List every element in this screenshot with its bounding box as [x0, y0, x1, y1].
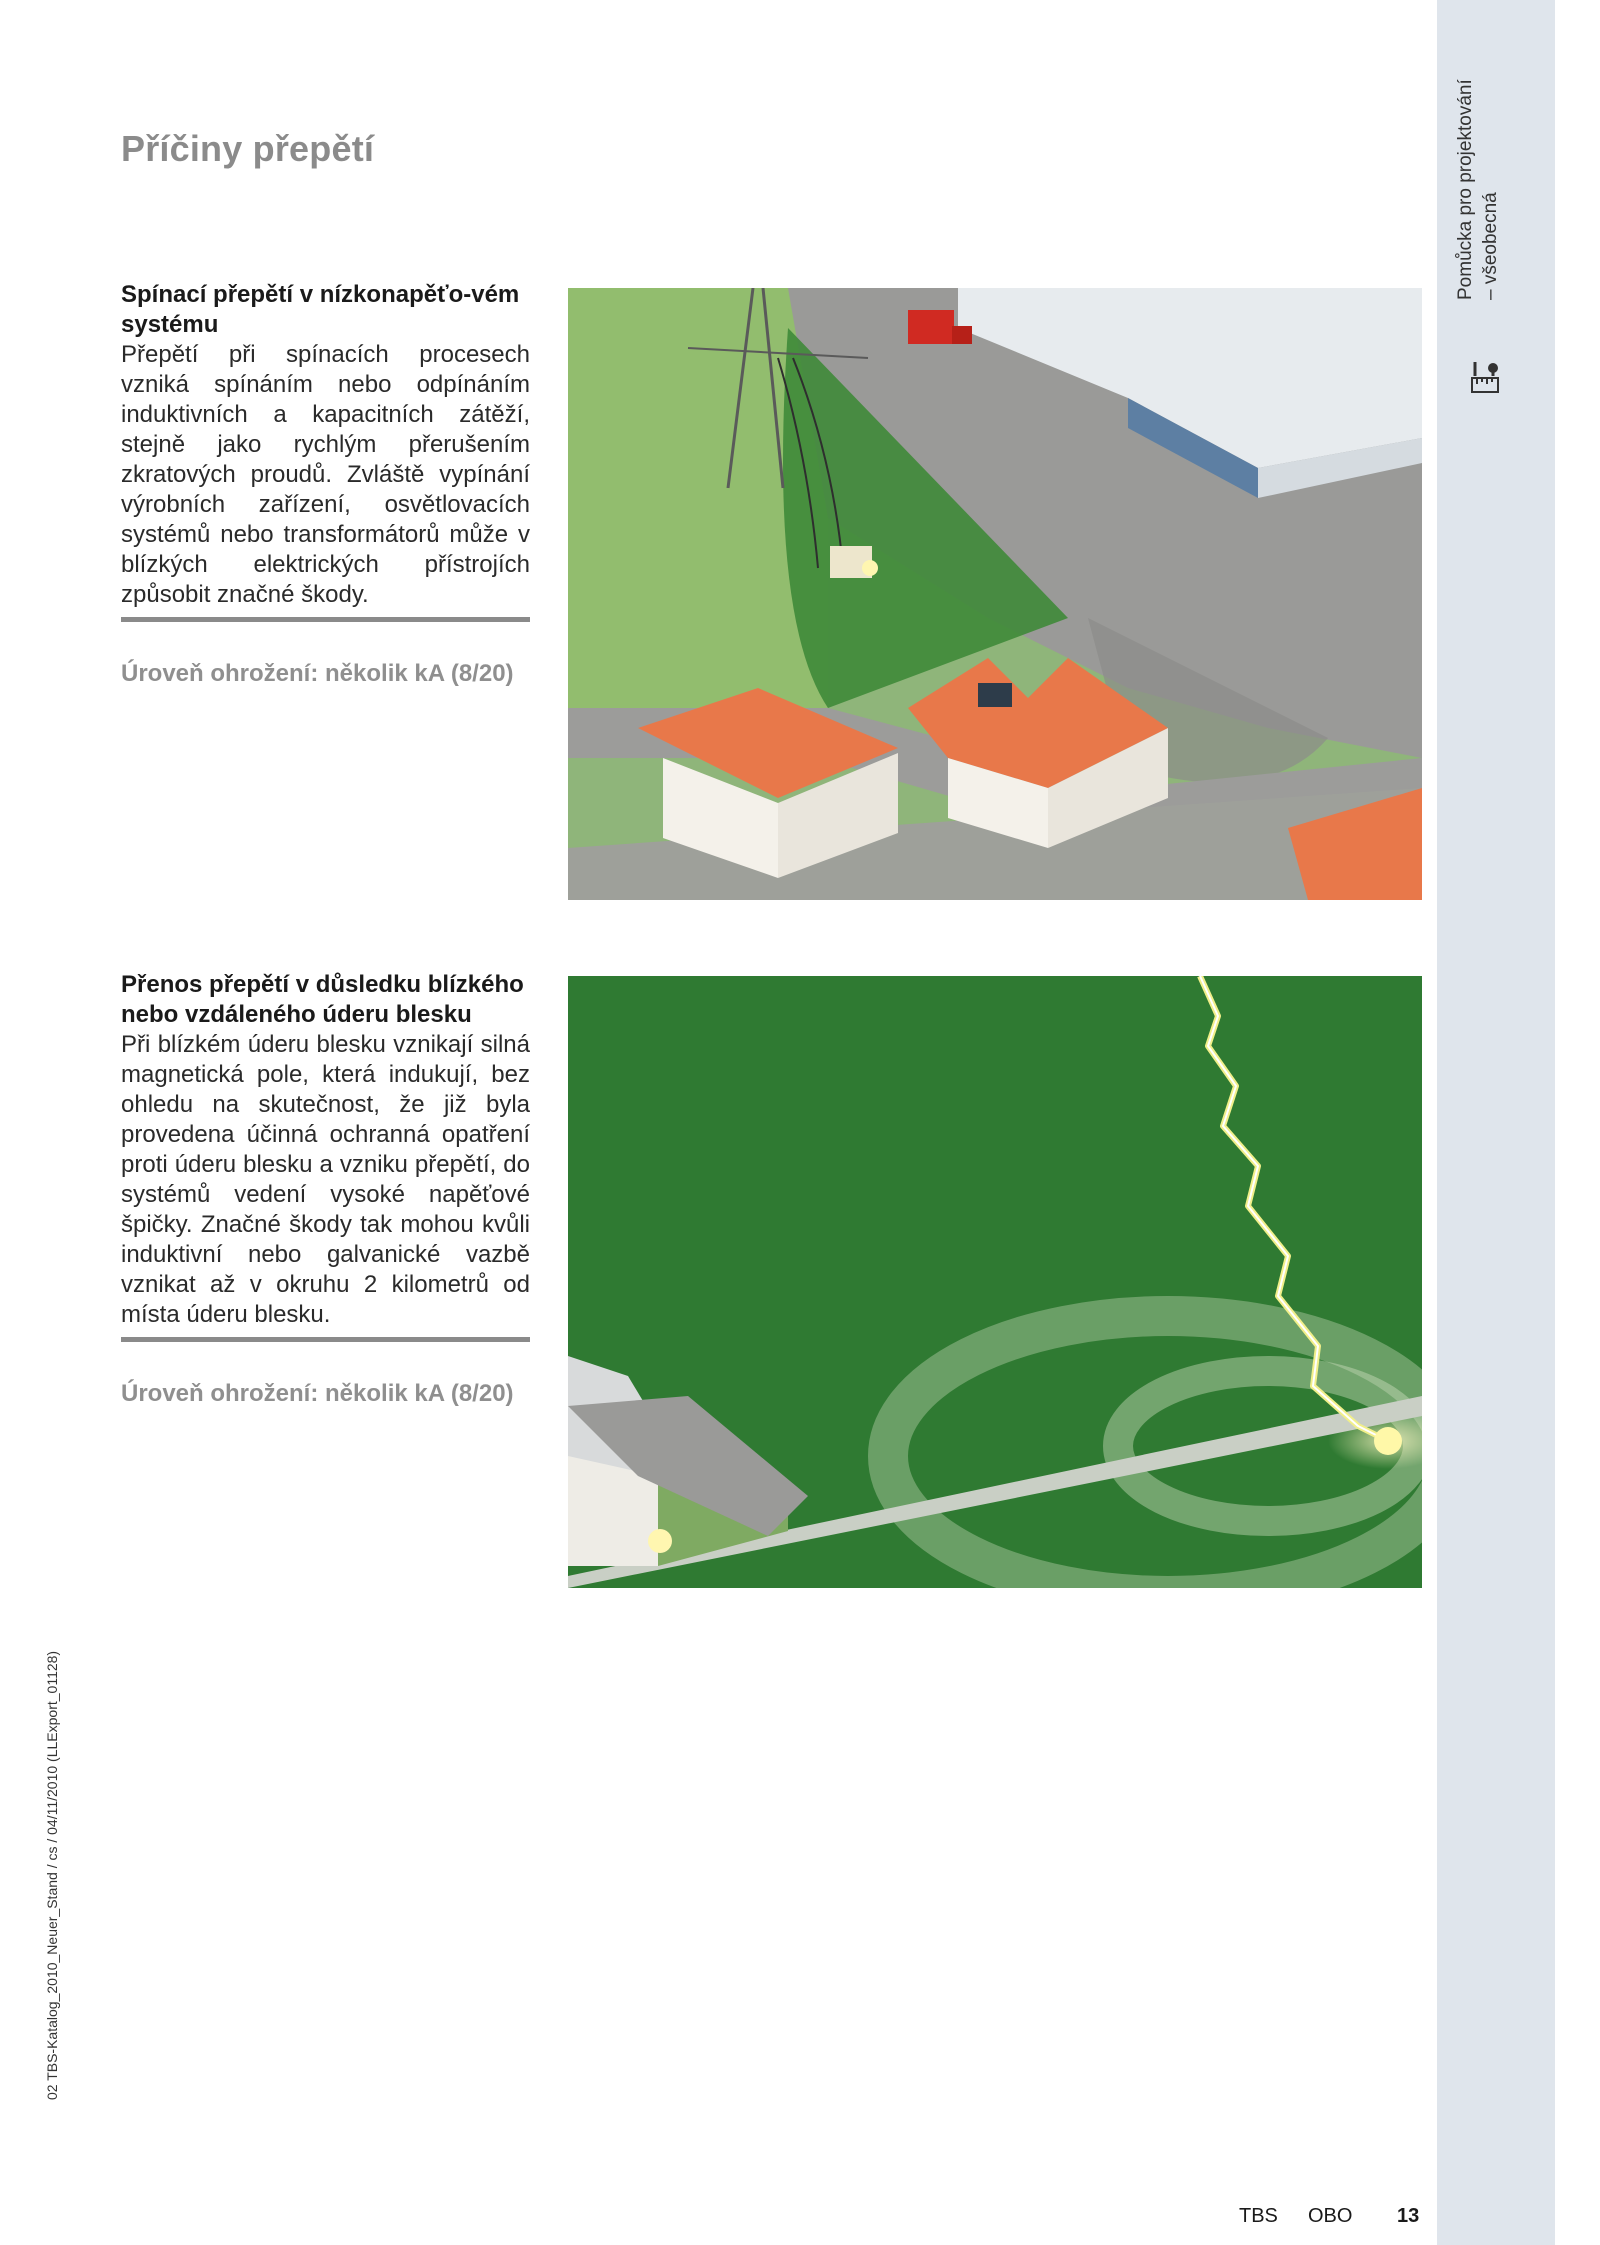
margin-note: 02 TBS-Katalog_2010_Neuer_Stand / cs / 04/11/2010 (LLExport_01128)	[44, 1650, 60, 2100]
section-switching-overvoltage	[121, 280, 530, 690]
lightning-strike-illustration	[568, 976, 1422, 1588]
section-divider	[121, 617, 530, 622]
sidebar-caption	[1453, 79, 1503, 300]
tools-ruler-icon	[1470, 360, 1500, 401]
switching-overvoltage-illustration	[568, 288, 1422, 900]
section-lightning-transfer	[121, 970, 530, 1410]
section-body: Při blízkém úderu blesku vznikají silná magnetická pole, která indukují, bez ohledu na skutečnost, že již byla provedena účinná ochranná opatření proti úderu blesku a vzniku přepětí, do systémů vedení vysoké napěťové špičky. Značné škody tak mohou kvůli induktivní nebo galvanické vazbě vznikat až v okruhu 2 kilometrů od místa úderu blesku.	[121, 1031, 530, 1328]
threat-level: Úroveň ohrožení: několik kA (8/20)	[121, 1380, 514, 1407]
section-divider	[121, 1337, 530, 1342]
page-title: Příčiny přepětí	[121, 128, 375, 169]
sidebar-line-1: Pomůcka pro projektování	[1455, 79, 1476, 300]
section-heading: Přenos přepětí v důsledku blízkého nebo vzdáleného úderu blesku	[121, 971, 524, 1028]
page-number: 13	[1397, 2205, 1420, 2227]
section-heading: Spínací přepětí v nízkonapěťo-vém systému	[121, 281, 520, 338]
footer-brand-obo: OBO	[1308, 2205, 1353, 2227]
threat-level: Úroveň ohrožení: několik kA (8/20)	[121, 660, 514, 687]
sidebar-line-2: – všeobecná	[1480, 192, 1501, 300]
footer-brand-tbs: TBS	[1239, 2205, 1278, 2227]
section-body: Přepětí při spínacích procesech vzniká spínáním nebo odpínáním induktivních a kapacitních zátěží, stejně jako rychlým přerušením zkratových proudů. Zvláště vypínání výrobních zařízení, osvětlovacích systémů nebo transformátorů může v blízkých elektrických přístrojích způsobit značné škody.	[121, 341, 530, 608]
sidebar	[1437, 0, 1555, 2245]
